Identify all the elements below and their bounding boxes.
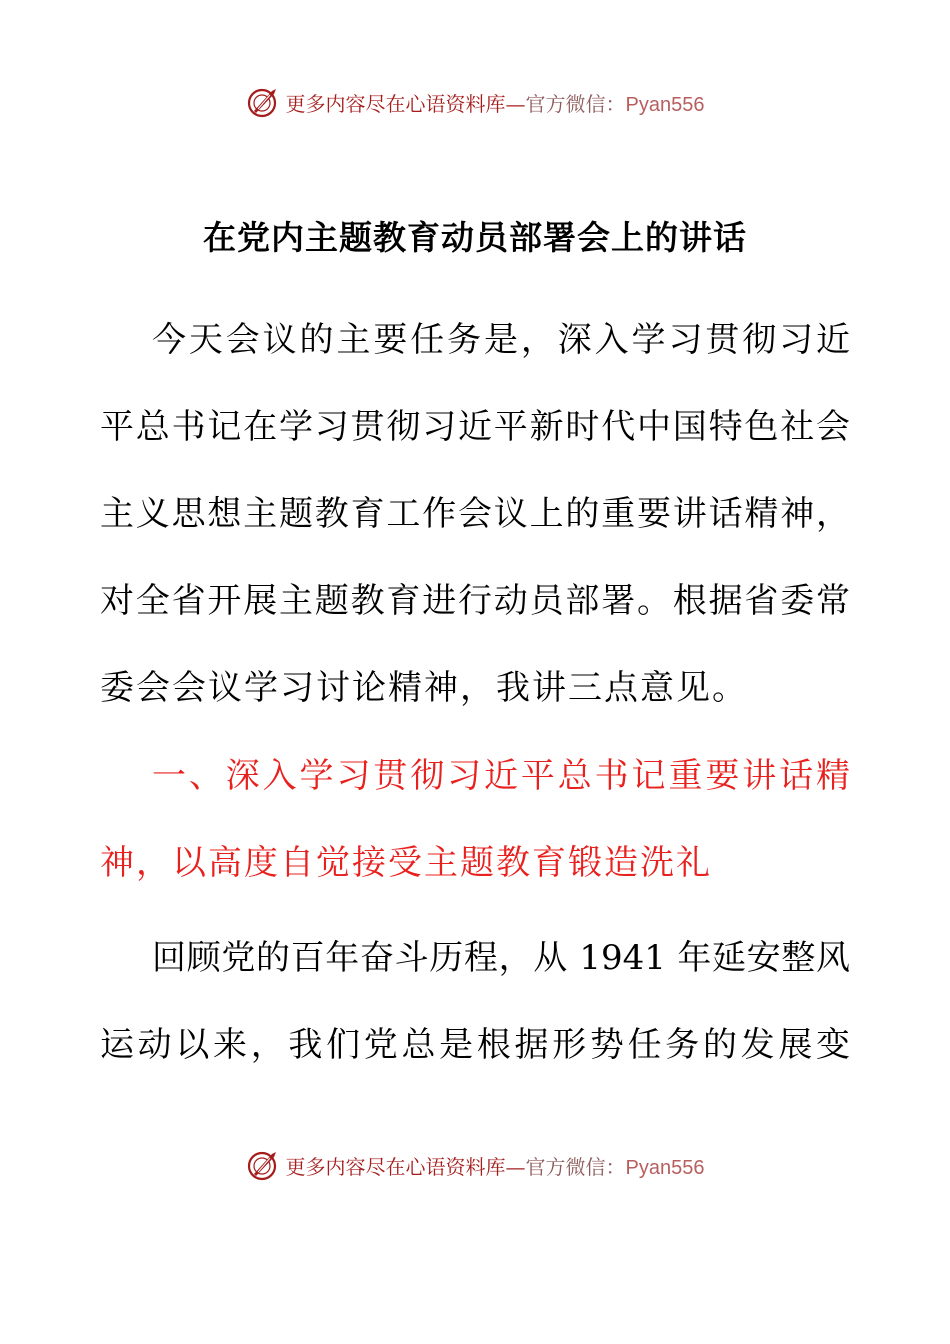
footer-banner (0, 1145, 950, 1185)
footer-banner-text: 更多内容尽在心语资料库—官方微信：Pyan556 (285, 1154, 705, 1179)
header-banner (0, 82, 950, 122)
body-line: 回顾党的百年奋斗历程，从 1941 年延安整风 (152, 938, 850, 978)
body-line: 对全省开展主题教育进行动员部署。根据省委常 (100, 581, 850, 621)
body-line: 平总书记在学习贯彻习近平新时代中国特色社会 (100, 407, 850, 447)
quill-logo-icon (246, 1148, 280, 1182)
section-heading-line: 神，以高度自觉接受主题教育锻造洗礼 (100, 843, 712, 883)
body-line: 委会会议学习讨论精神，我讲三点意见。 (100, 668, 748, 708)
document-title: 在党内主题教育动员部署会上的讲话 (203, 218, 747, 257)
header-banner-text: 更多内容尽在心语资料库—官方微信：Pyan556 (285, 91, 705, 116)
body-line: 主义思想主题教育工作会议上的重要讲话精神， (100, 494, 850, 534)
section-heading-line: 一、深入学习贯彻习近平总书记重要讲话精 (152, 756, 850, 796)
body-line: 今天会议的主要任务是，深入学习贯彻习近 (152, 320, 850, 360)
body-line: 运动以来，我们党总是根据形势任务的发展变 (100, 1025, 850, 1065)
quill-logo-icon (246, 85, 280, 119)
